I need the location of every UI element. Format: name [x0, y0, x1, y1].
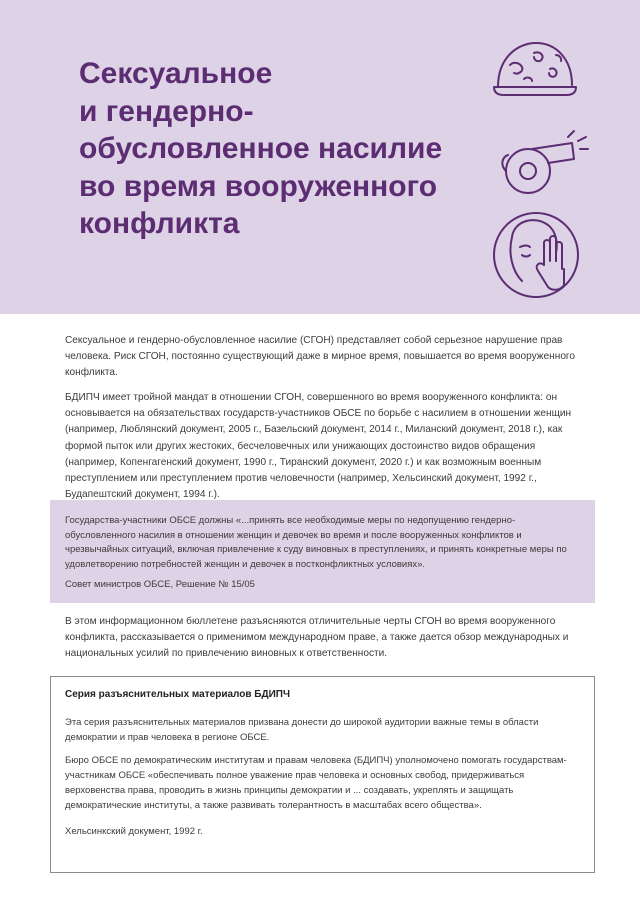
header-panel	[0, 0, 640, 314]
series-paragraph-2: Бюро ОБСЕ по демократическим институтам и правам человека (БДИПЧ) уполномочено помогать государствам-участникам ОБСЕ «обеспечивать полное уважение прав человека и основных свобод, придерживаться верховенства права, проводить в жизнь принципы демократии и ... создавать, укреплять и защищать демократические институты, а также развивать толерантность в масштабах всего общества».	[65, 755, 567, 811]
face-covering-hand-icon	[490, 207, 585, 302]
mandate-paragraph: БДИПЧ имеет тройной мандат в отношении СГОН, совершенного во время вооруженного конфликта: он основывается на обязательствах государств-участников ОБСЕ по борьбе с насилием в отношении женщин (например, Люблянский документ, 2005 г., Базельский документ, 2014 г., Миланский документ, 2018 г.), как формой пыток или других жестоких, бесчеловечных или унижающих достоинство видов обращения (например, Копенгагенский документ, 1990 г., Тиранский документ, 2020 г.) и как возможным военным преступлением или преступлением против человечности (например, Хельсинский документ, 1992 г., Будапештский документ, 1994 г.).	[65, 392, 572, 501]
title-line: во время вооруженного	[79, 169, 438, 203]
quote-text: Государства-участники ОБСЕ должны «...принять все необходимые меры по недопущению гендерно-обусловленного насилия в отношении женщин и девочек во время и после вооруженных конфликтов и чрезвычайных ситуаций, включая привлечение к суду виновных в преступлениях, и принять конкретные меры по удовлетворению потребностей женщин и девочек в постконфликтных условиях».	[65, 515, 567, 570]
intro-paragraph: Сексуальное и гендерно-обусловленное насилие (СГОН) представляет собой серьезное нарушение прав человека. Риск СГОН, постоянно существующий даже в мирное время, повышается во время вооруженного конфликта.	[65, 335, 576, 379]
header-icons	[490, 35, 600, 300]
bulletin-paragraph: В этом информационном бюллетене разъясняются отличительные черты СГОН во время вооруженного конфликта, рассказывается о применимом международном праве, а также дается обзор международных и национальных усилий по привлечению виновных к ответственности.	[65, 616, 569, 660]
title-line: Сексуальное	[79, 57, 273, 90]
page-title	[79, 55, 509, 243]
title-line: обусловленное насилие	[79, 132, 443, 165]
helmet-icon	[490, 35, 580, 105]
quote-box	[50, 500, 595, 603]
quote-source: Совет министров ОБСЕ, Решение № 15/05	[65, 579, 255, 590]
series-info-box	[50, 676, 595, 873]
title-line: и гендерно-	[79, 94, 254, 128]
whistle-icon	[490, 127, 600, 207]
title-line: конфликта	[79, 207, 240, 240]
series-paragraph-1: Эта серия разъяснительных материалов призвана донести до широкой аудитории важные темы в области демократии и прав человека в регионе ОБСЕ.	[65, 717, 539, 743]
series-paragraph-3: Хельсинкский документ, 1992 г.	[65, 826, 203, 837]
series-title: Серия разъяснительных материалов БДИПЧ	[65, 689, 290, 700]
